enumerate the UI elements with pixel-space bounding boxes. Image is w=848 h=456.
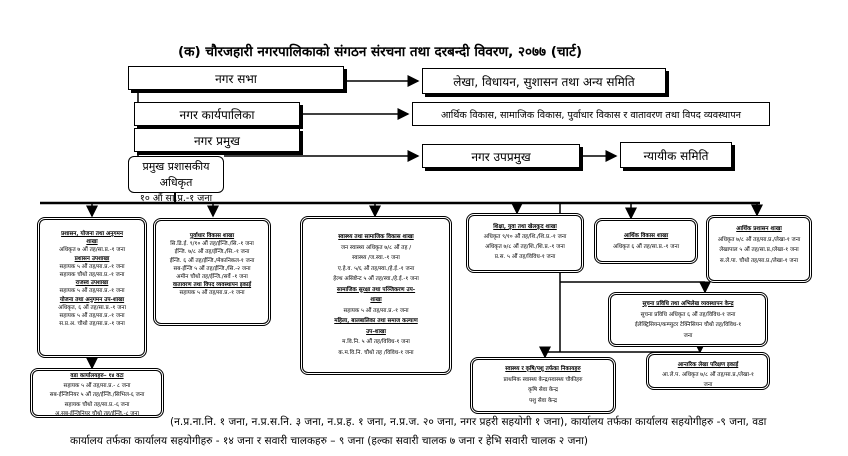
krishi-nikaya-box: स्वास्थ्य र कृषि/पशु तर्फका निकायहरु प्राथमिक स्वास्थ्य केन्द्र/स्वास्थ्य चौकीहरु कृषि सेवा केन्द्र पशु सेवा केन्द्र (470, 357, 616, 414)
cao-box (128, 156, 224, 204)
arthik-prashasan-shakha-box: आर्थिक प्रशासन शाखा अधिकृत ७/८ औं तह/सा.प्र./लेखा-१ जना लेखापाल ५ औं तह/सा.प्र./लेखा-१ जना स.ले.पा. चौथो तह/सा.प्र./लेखा-१ जना (706, 215, 812, 283)
footer-line-1: (न.प्र.ना.नि. १ जना, न.प्र.स.नि. ३ जना, न.प्र.ह. १ जना, न.प्र.ज. २० जना, नगर प्रहरी सहयोगी १ जना), कार्यालय तर्फका कार्यालय सहयोगीहरु -९ जना, वडा (170, 416, 767, 428)
purwadhar-shakha-box: पुर्वाधार विकास शाखा सि.डि.ई. ९/१० औं तह/ईन्जि./सि.-१ जना ईन्जि. ७/८ औं तह/ईन्जि./सि.-१ जना ईन्जि. ६ औं तह/ईन्जि./मेकानिकल-१ जना सब-ईन्जि ५ औं तह/ईन्जि./सि.-२ जना अमीन चौथो तह/ईन्जि./सर्वे -१ जना वातावरण तथा विपद व्यवस्थापन इकाई सहायक ५ औं तह/सा.प्र.-१ जना (153, 218, 271, 326)
footer-line-2: कार्यालय तर्फका कार्यालय सहयोगीहरु - १४ जना र सवारी चालकहरु – ९ जना (हल्का सवारी चालक ७ जना र हेभि सवारी चालक २ जना) (70, 435, 589, 447)
lekha-parikshan-box: आन्तरिक लेखा परिक्षण इकाई आ.ले.प. अधिकृत ७/८ औं तह/सा.प्र./लेखा-१ जना (646, 352, 770, 390)
nyayik-samiti-box: न्यायीक समिति (620, 142, 732, 168)
arthik-bikas-shakha-box: आर्थिक विकास शाखा अधिकृत ६ औं तह/सा.प्र.-१ जना (594, 218, 698, 264)
wada-karyalaya-box: वडा कार्यालयहरु– १४ वटा सहायक ५ औं तह/सा.प्र.- ८ जना सब-ईन्जिनियर ५ औं तह/ईन्जि./सिभिल-६ जना सहायक चौथो तह/सा.प्र.-६ जना अ.सब-ईन्जिनियर चौथो तह/ईन्जि.-८ जना (30, 368, 164, 418)
nagar-karyapalika-box: नगर कार्यपालिका (134, 102, 300, 126)
nagar-sabha-box: नगर सभा (128, 66, 344, 90)
cao-title: प्रमुख प्रशासकीय अधिकृत (142, 160, 210, 189)
suchana-kendra-box: सूचना प्रविधि तथा अभिलेख व्यवस्थापन केन्द्र सूचना प्रविधि अधिकृत ६ औं तह/विविध-१ जना ईलेक्ट्रिसियन/कम्प्युटर टेक्निसियन चौथो तह/विविध-१ जना (608, 292, 768, 347)
nagar-pramukh-box: नगर प्रमुख (134, 128, 300, 152)
nagar-upapramukh-box: नगर उपप्रमुख (422, 144, 580, 168)
prashasan-shakha-box: प्रशासन, योजना तथा अनुगमन शाखा अधिकृत ७ औं तह/सा.प्र.-१ जना प्रशासन उपशाखा सहायक ५ औं तह/सा.प्र.-१ जना सहायक चौथो तह/सा.प्र.-१ जना राजस्व उपशाखा सहायक ५ औं तह/सा.प्र.-१ जना योजना तथा अनुगमन उप-शाखा अधिकृत, ६ औं तह/सा.प्र.-१ जना सहायक ५ औं तह/सा.प्र.-१ जना स.प्र.अ. चौथो तह/सा.प्र.-१ जना (37, 217, 147, 358)
page-title: (क) चौरजहारी नगरपालिकाको संगठन संरचना तथा दरबन्दी विवरण, २०७७ (चार्ट) (178, 44, 582, 60)
lekha-samiti-box: लेखा, विधायन, सुशासन तथा अन्य समिति (422, 68, 666, 94)
shiksha-shakha-box: शिक्षा, युवा तथा खेलकुद शाखा अधिकृत ९/१० औं तह/शि./शि.प्र.-१ जना अधिकृत ७/८ औं तह/शि./शि.प्र.-१ जना प्र.स. ५ औं तह/विविध-१ जना (466, 213, 584, 273)
arthik-samiti-box: आर्थिक विकास, सामाजिक विकास, पुर्वाधार विकास र वातावरण तथा विपद व्यवस्थापन (412, 102, 770, 126)
cao-post: १० औं सा.प्र.-१ जना (139, 193, 213, 204)
swasthya-shakha-box: स्वास्थ्य तथा सामाजिक विकास शाखा जन स्वास्थ्य अधिकृत ७/८ औं तह / स्वास्थ्य /ज.स्वा.-१ जना ए.हे.व. ५/६ औं तह/स्वा./हे.ई.-१ जना हेल्थ असिष्टेन्ट ५ औं तह/स्वा./हे.ई.-१ जना सामाजिक सुरक्षा तथा पञ्जिकरण उप- शाखा सहायक ५ औं तह/सा.प्र.-१ जना महिला, बालबालिका तथा समाज कल्याण उप-शाखा म.वि.नि. ५ औं तह/विविध-१ जना क.म.वि.नि. चौथो तह /विविध-१ जना (300, 216, 452, 375)
